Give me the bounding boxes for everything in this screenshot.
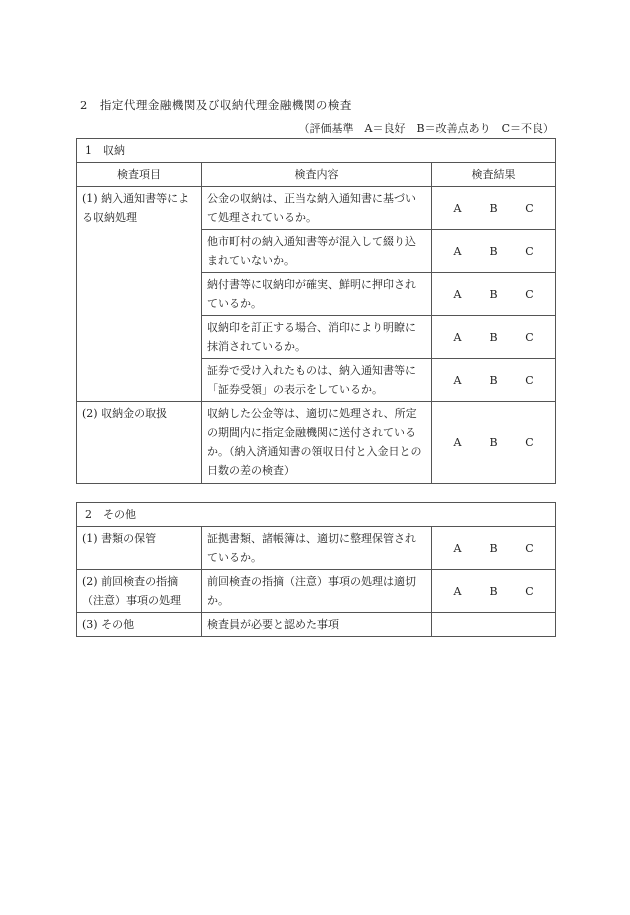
table-row [77, 613, 556, 637]
section-title-collection: 1 収納 [77, 139, 556, 163]
result-cell [432, 402, 556, 484]
grade-a: A [453, 436, 462, 449]
grade-c: C [525, 436, 534, 449]
result-cell [432, 359, 556, 402]
result-cell [432, 570, 556, 613]
item-cell: (2) 収納金の取扱 [77, 402, 202, 484]
grade-b: B [489, 541, 498, 555]
grade-a: A [453, 287, 462, 301]
grade-c: C [525, 287, 534, 301]
table-row [77, 570, 556, 613]
grade-a: A [453, 584, 462, 598]
result-cell [432, 187, 556, 230]
inspection-table-other [76, 502, 556, 637]
result-cell [432, 230, 556, 273]
content-cell: 検査員が必要と認めた事項 [202, 613, 432, 637]
grade-b: B [489, 330, 498, 344]
result-cell-empty [432, 613, 556, 637]
item-cell: (1) 納入通知書等による収納処理 [77, 187, 202, 402]
content-cell: 納付書等に収納印が確実、鮮明に押印されているか。 [202, 273, 432, 316]
header-result: 検査結果 [432, 163, 556, 187]
section-title-other: 2 その他 [77, 503, 556, 527]
content-cell: 他市町村の納入通知書等が混入して綴り込まれていないか。 [202, 230, 432, 273]
grade-c: C [525, 201, 534, 215]
content-cell: 収納印を訂正する場合、消印により明瞭に抹消されているか。 [202, 316, 432, 359]
grade-a: A [453, 373, 462, 387]
content-cell: 公金の収納は、正当な納入通知書に基づいて処理されているか。 [202, 187, 432, 230]
result-cell [432, 316, 556, 359]
content-cell: 証券で受け入れたものは、納入通知書等に「証券受領」の表示をしているか。 [202, 359, 432, 402]
grade-a: A [453, 541, 462, 555]
grade-c: C [525, 244, 534, 258]
grade-b: B [489, 244, 498, 258]
grade-a: A [453, 201, 462, 215]
grade-b: B [489, 287, 498, 301]
item-cell: (2) 前回検査の指摘（注意）事項の処理 [77, 570, 202, 613]
grade-b: B [489, 201, 498, 215]
evaluation-criteria: （評価基準 A＝良好 B＝改善点あり C＝不良） [298, 122, 554, 135]
grade-c: C [525, 373, 534, 387]
item-cell: (1) 書類の保管 [77, 527, 202, 570]
grade-a: A [453, 244, 462, 258]
grade-b: B [489, 436, 498, 449]
grade-c: C [525, 330, 534, 344]
grade-a: A [453, 330, 462, 344]
result-cell [432, 273, 556, 316]
header-content: 検査内容 [202, 163, 432, 187]
grade-c: C [525, 584, 534, 598]
content-cell: 収納した公金等は、適切に処理され、所定の期間内に指定金融機関に送付されているか。（納入済通知書の領収日付と入金日との日数の差の検査） [202, 402, 432, 484]
inspection-table-collection [76, 138, 556, 484]
table-row [77, 527, 556, 570]
section-heading: 2 指定代理金融機関及び収納代理金融機関の検査 [80, 98, 352, 112]
header-item: 検査項目 [77, 163, 202, 187]
table-row [77, 187, 556, 230]
content-cell: 証拠書類、諸帳簿は、適切に整理保管されているか。 [202, 527, 432, 570]
content-cell: 前回検査の指摘（注意）事項の処理は適切か。 [202, 570, 432, 613]
table-row [77, 402, 556, 484]
grade-c: C [525, 541, 534, 555]
item-cell: (3) その他 [77, 613, 202, 637]
grade-b: B [489, 584, 498, 598]
result-cell [432, 527, 556, 570]
grade-b: B [489, 373, 498, 387]
